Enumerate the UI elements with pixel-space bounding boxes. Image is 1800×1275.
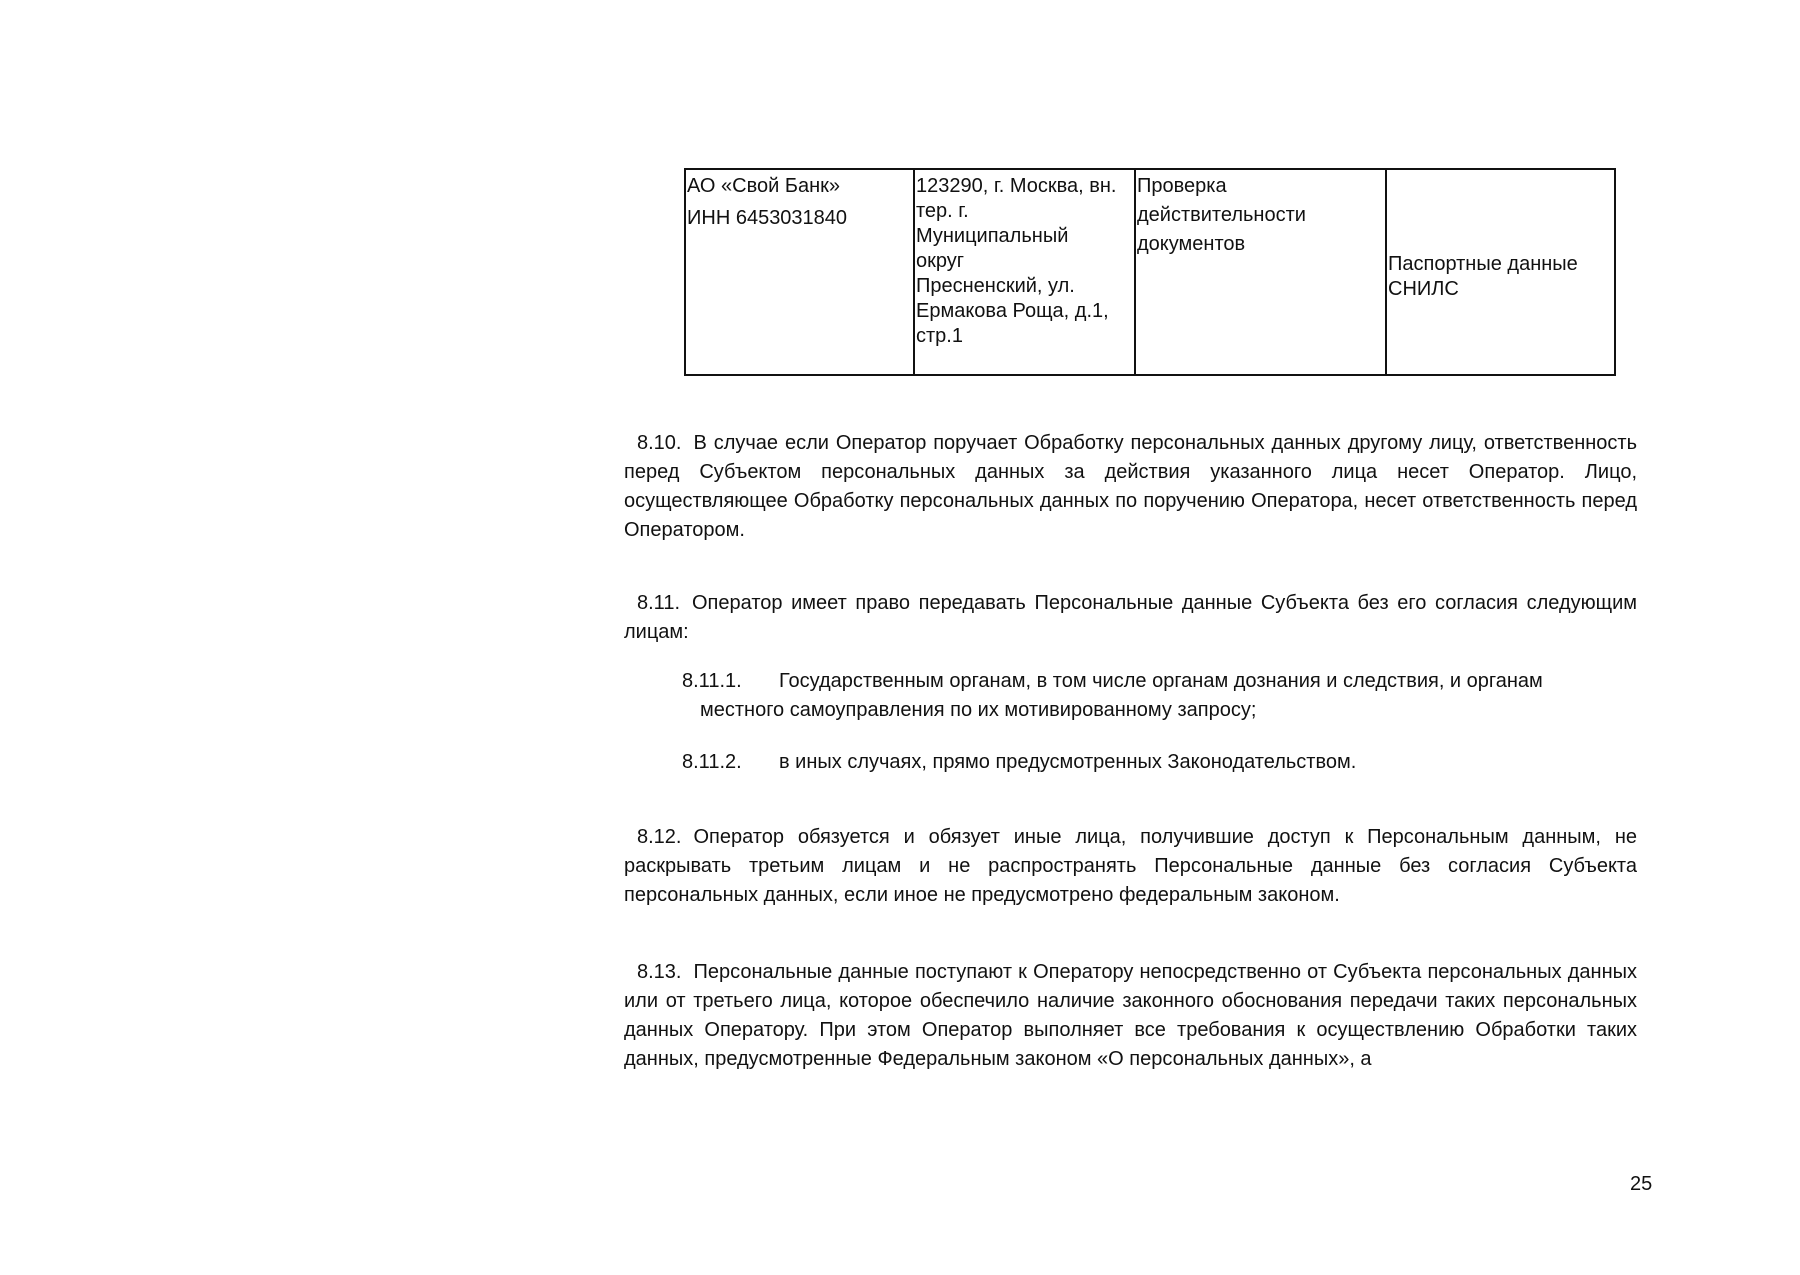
purpose-line: действительности — [1137, 204, 1306, 226]
address-line: округ — [916, 250, 965, 272]
section-8-13 — [624, 958, 1637, 1074]
address-line: Ермакова Роща, д.1, — [916, 300, 1109, 322]
item-text: Государственным органам, в том числе органам дознания и следствия, и органам — [779, 670, 1543, 692]
item-text-continued: местного самоуправления по их мотивированному запросу; — [700, 699, 1257, 721]
purpose-line: документов — [1137, 233, 1246, 255]
section-number: 8.11. — [637, 592, 680, 614]
processors-table — [684, 168, 1616, 376]
page-number: 25 — [1630, 1173, 1653, 1195]
item-text: в иных случаях, прямо предусмотренных Законодательством. — [779, 751, 1357, 773]
address-line: Муниципальный — [916, 225, 1069, 247]
data-type-line: СНИЛС — [1388, 278, 1459, 300]
data-type-line: Паспортные данные — [1388, 253, 1578, 275]
section-text: Персональные данные поступают к Оператору непосредственно от Субъекта персональных данных или от третьего лица, которое обеспечило наличие законного обоснования передачи таких персональных данных Оператору. При этом Оператор выполняет все требования к осуществлению Обработки таких данных, предусмотренные Федеральным законом «О персональных данных», а — [624, 961, 1637, 1070]
item-8-11-1 — [682, 667, 1637, 725]
purpose-cell — [1136, 170, 1387, 374]
address-line: Пресненский, ул. — [916, 275, 1075, 297]
company-cell — [686, 170, 915, 374]
section-8-11 — [624, 589, 1637, 647]
address-line: стр.1 — [916, 325, 963, 347]
address-cell — [915, 170, 1136, 374]
section-number: 8.12. — [637, 826, 682, 848]
section-text: Оператор имеет право передавать Персональные данные Субъекта без его согласия следующим лицам: — [624, 592, 1637, 643]
purpose-line: Проверка — [1137, 175, 1227, 197]
address-line: 123290, г. Москва, вн. — [916, 175, 1117, 197]
company-inn: ИНН 6453031840 — [687, 207, 848, 229]
section-text: Оператор обязуется и обязует иные лица, получившие доступ к Персональным данным, не раскрывать третьим лицам и не распространять Персональные данные без согласия Субъекта персональных данных, если иное не предусмотрено федеральным законом. — [624, 826, 1637, 906]
section-text: В случае если Оператор поручает Обработку персональных данных другому лицу, ответственность перед Субъектом персональных данных за действия указанного лица несет Оператор. Лицо, осуществляющее Обработку персональных данных по поручению Оператора, несет ответственность перед Оператором. — [624, 432, 1637, 541]
address-line: тер. г. — [916, 200, 969, 222]
section-8-12 — [624, 823, 1637, 910]
section-number: 8.10. — [637, 432, 682, 454]
data-types-cell — [1387, 170, 1614, 374]
section-number: 8.13. — [637, 961, 682, 983]
item-number: 8.11.1. — [682, 670, 742, 692]
company-name: АО «Свой Банк» — [687, 175, 840, 197]
section-8-10 — [624, 429, 1637, 545]
item-number: 8.11.2. — [682, 751, 742, 773]
item-8-11-2 — [682, 748, 1637, 777]
